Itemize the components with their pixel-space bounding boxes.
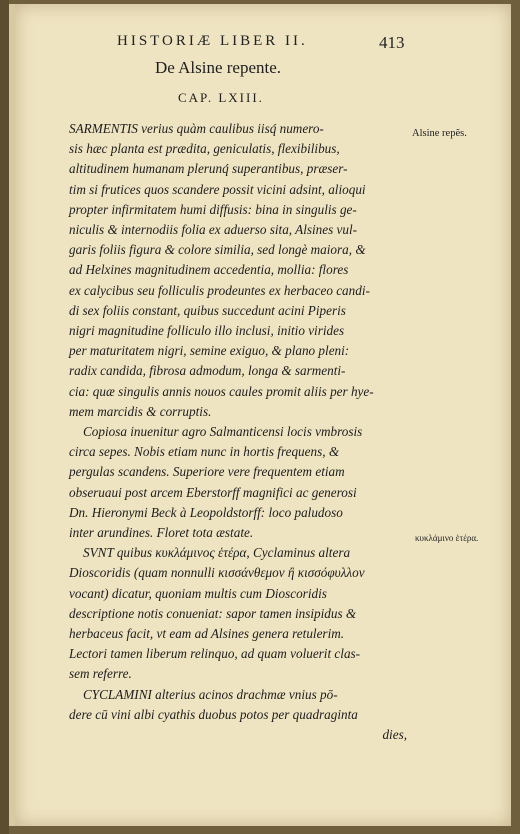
text-line: altitudinem humanam plerunq́ superantibus, præser- xyxy=(69,161,348,177)
text-line: ad Helxines magnitudinem accedentia, mollia: flores xyxy=(69,262,349,278)
paragraph-2 xyxy=(69,422,407,543)
text-line: nigri magnitudine folliculo illo inclusi, initio virides xyxy=(69,323,345,339)
text-line: radix candida, fibrosa admodum, longa & sarmenti- xyxy=(69,363,346,379)
section-title: De Alsine repente. xyxy=(155,58,282,77)
page-number: 413 xyxy=(379,33,405,52)
text-line: CYCLAMINI alterius acinos drachmæ vnius pō- xyxy=(83,686,338,702)
paragraph-4 xyxy=(69,685,407,746)
text-line: inter arundines. Floret tota æstate. xyxy=(69,525,254,541)
text-line: sem referre. xyxy=(69,666,132,682)
text-line: Copiosa inuenitur agro Salmanticensi locis vmbrosis xyxy=(83,424,363,440)
running-title: HISTORIÆ LIBER II. xyxy=(117,33,308,49)
text-line: herbaceus facit, vt eam ad Alsines genera retulerim. xyxy=(69,626,345,642)
text-line: obseruaui post arcem Eberstorff magnifici ac generosi xyxy=(69,484,357,500)
paragraph-1 xyxy=(69,119,407,422)
text-line: Lectori tamen liberum relinquo, ad quam voluerit clas- xyxy=(69,646,361,662)
margin-note: κυκλάμινο ἑτέρα. xyxy=(415,533,479,543)
book-page xyxy=(9,4,511,826)
text-line: garis foliis figura & colore similia, sed longè maiora, & xyxy=(69,242,366,258)
chapter-heading: CAP. LXIII. xyxy=(178,90,264,105)
text-line: cia: quæ singulis annis nouos caules promit aliis per hye- xyxy=(69,383,374,399)
text-line: per maturitatem nigri, semine exiguo, & plano pleni: xyxy=(69,343,350,359)
text-line: SVNT quibus κυκλάμινος ἑτέρα, Cyclaminus altera xyxy=(83,545,351,561)
text-line: tim si frutices quos scandere possit vicini adsint, alioqui xyxy=(69,181,366,197)
text-line: circa sepes. Nobis etiam nunc in hortis frequens, & xyxy=(69,444,340,460)
text-line: niculis & internodiis folia ex aduerso sita, Alsines vul- xyxy=(69,222,358,238)
text-line: propter infirmitatem humi diffusis: bina in singulis ge- xyxy=(69,201,357,217)
text-line: ex calycibus seu folliculis prodeuntes ex herbaceo candi- xyxy=(69,282,370,298)
margin-note: Alsine repẽs. xyxy=(412,128,467,139)
text-line: dies, xyxy=(382,727,407,743)
text-line: Dioscoridis (quam nonnulli κισσάνθεμον ἢ κισσόφυλλον xyxy=(69,565,365,581)
paragraph-3 xyxy=(69,543,407,684)
text-line: vocant) dicatur, quoniam multis cum Dioscoridis xyxy=(69,585,327,601)
text-line: descriptione notis conueniat: sapor tamen insipidus & xyxy=(69,605,357,621)
text-line: mem marcidis & corruptis. xyxy=(69,403,212,419)
text-line: di sex foliis constant, quibus succedunt acini Piperis xyxy=(69,302,346,318)
text-line: Dn. Hieronymi Beck à Leopoldstorff: loco paludoso xyxy=(69,504,343,520)
text-line: sis hæc planta est prædita, geniculatis, flexibilibus, xyxy=(69,141,340,157)
text-line: SARMENTIS verius quàm caulibus iisq́ numero- xyxy=(69,121,324,136)
text-line: pergulas scandens. Superiore vere frequentem etiam xyxy=(69,464,345,480)
body-text xyxy=(69,119,407,745)
book-spine-shadow xyxy=(0,0,9,834)
text-line: dere cū vini albi cyathis duobus potos per quadraginta xyxy=(69,706,358,722)
